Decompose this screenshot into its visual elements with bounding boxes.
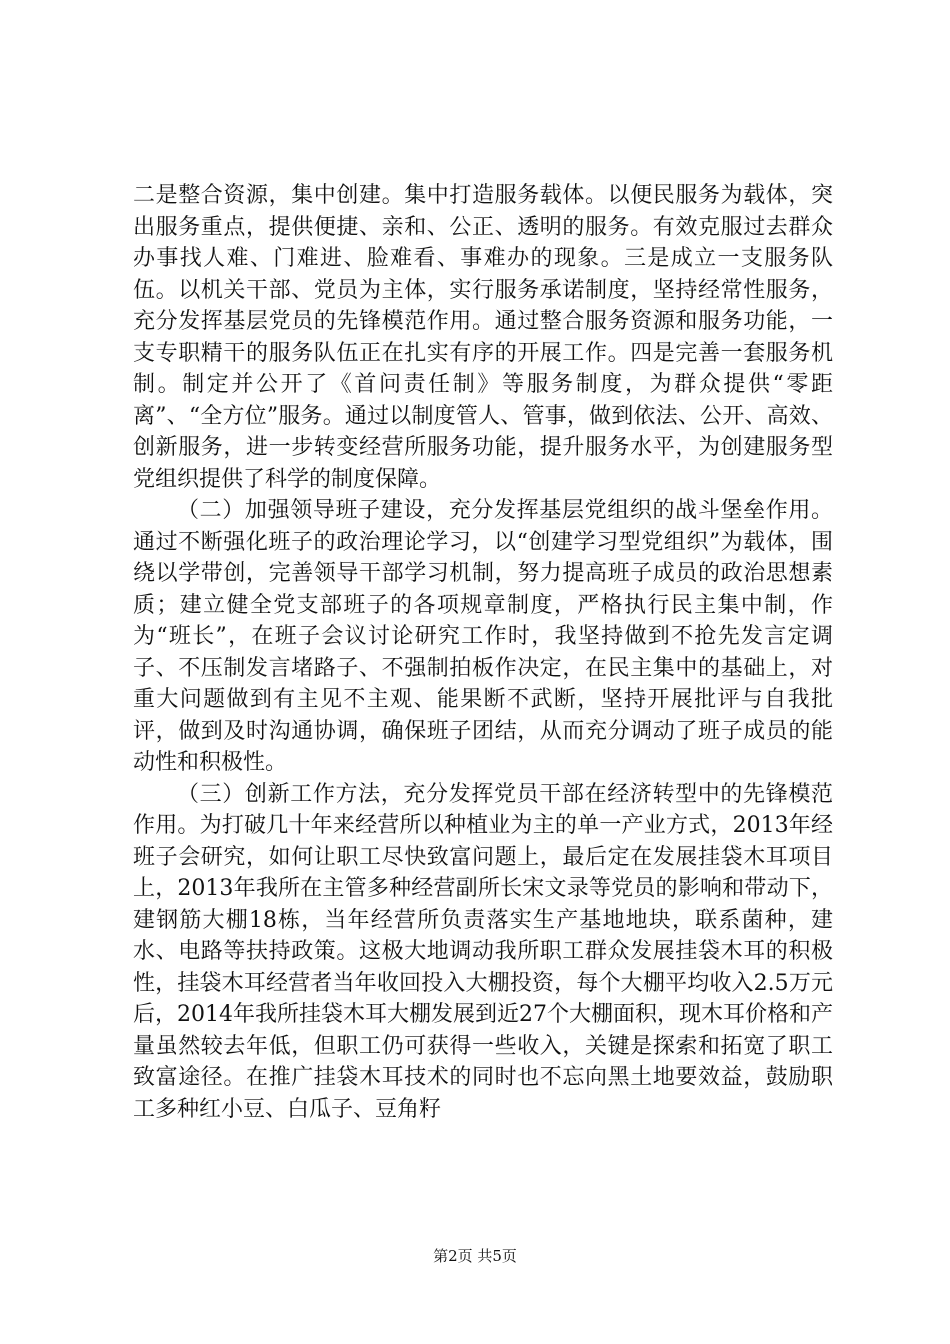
page-footer: 第2页 共5页 <box>433 1247 517 1265</box>
paragraph-continuation: 二是整合资源，集中创建。集中打造服务载体。以便民服务为载体，突出服务重点，提供便捷、亲和、公正、透明的服务。有效克服过去群众办事找人难、门难进、脸难看、事难办的现象。三是成立一支服务队伍。以机关干部、党员为主体，实行服务承诺制度，坚持经常性服务，充分发挥基层党员的先锋模范作用。通过整合服务资源和服务功能，一支专职精干的服务队伍正在扎实有序的开展工作。四是完善一套服务机制。制定并公开了《首问责任制》等服务制度，为群众提供“零距离”、“全方位”服务。通过以制度管人、管事，做到依法、公开、高效、创新服务，进一步转变经营所服务功能，提升服务水平，为创建服务型党组织提供了科学的制度保障。 <box>133 183 833 492</box>
paragraph-section-two: （二）加强领导班子建设，充分发挥基层党组织的战斗堡垒作用。通过不断强化班子的政治理论学习，以“创建学习型党组织”为载体，围绕以学带创，完善领导干部学习机制，努力提高班子成员的政治思想素质；建立健全党支部班子的各项规章制度，严格执行民主集中制，作为“班长”，在班子会议讨论研究工作时，我坚持做到不抢先发言定调子、不压制发言堵路子、不强制拍板作决定，在民主集中的基础上，对重大问题做到有主见不主观、能果断不武断，坚持开展批评与自我批评，做到及时沟通协调，确保班子团结，从而充分调动了班子成员的能动性和积极性。 <box>133 498 833 775</box>
document-body <box>133 180 833 1125</box>
paragraph-section-three: （三）创新工作方法，充分发挥党员干部在经济转型中的先锋模范作用。为打破几十年来经营所以种植业为主的单一产业方式，2013年经班子会研究，如何让职工尽快致富问题上，最后定在发展挂袋木耳项目上，2013年我所在主管多种经营副所长宋文录等党员的影响和带动下，建钢筋大棚18栋，当年经营所负责落实生产基地地块，联系菌种，建水、电路等扶持政策。这极大地调动我所职工群众发展挂袋木耳的积极性，挂袋木耳经营者当年收回投入大棚投资，每个大棚平均收入2.5万元后，2014年我所挂袋木耳大棚发展到近27个大棚面积，现木耳价格和产量虽然较去年低，但职工仍可获得一些收入，关键是探索和拓宽了职工致富途径。在推广挂袋木耳技术的同时也不忘向黑土地要效益，鼓励职工多种红小豆、白瓜子、豆角籽 <box>133 781 833 1122</box>
